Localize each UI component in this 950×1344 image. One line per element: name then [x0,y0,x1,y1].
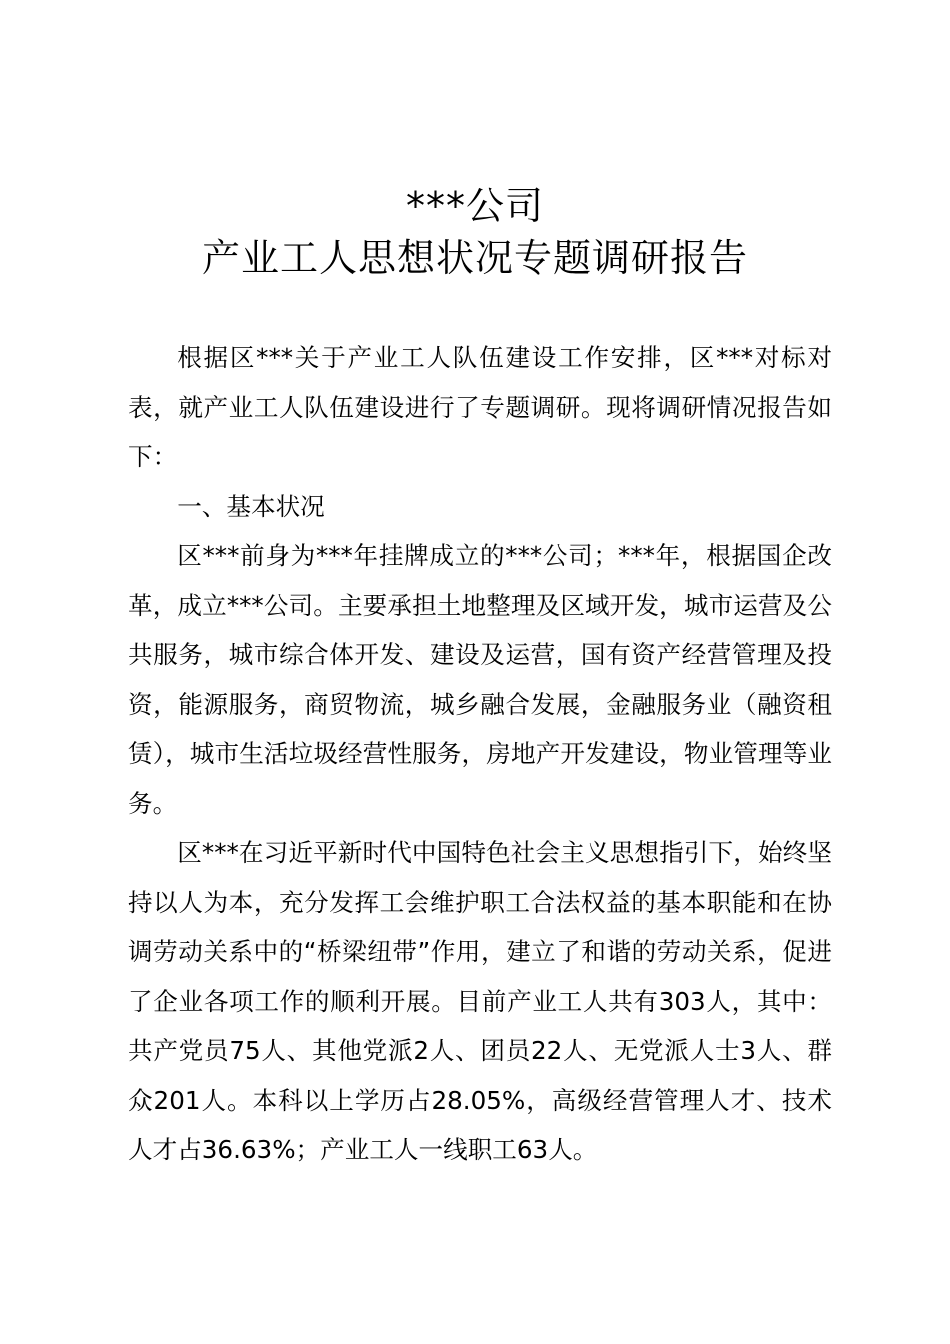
document-title-company: ***公司 [405,184,544,228]
document-title-report: 产业工人思想状况专题调研报告 [201,236,748,280]
company-background-paragraph: 区***前身为***年挂牌成立的***公司；***年，根据国企改革，成立***公司。主要承担土地整理及区域开发，城市运营及公共服务，城市综合体开发、建设及运营，国有资产经营管理及投资，能源服务，商贸物流，城乡融合发展，金融服务业（融资租赁），城市生活垃圾经营性服务，房地产开发建设，物业管理等业务。 [128,541,832,818]
workforce-paragraph: 区***在习近平新时代中国特色社会主义思想指引下，始终坚持以人为本，充分发挥工会维护职工合法权益的基本职能和在协调劳动关系中的“桥梁纽带”作用，建立了和谐的劳动关系，促进了企业各项工作的顺利开展。目前产业工人共有303人，其中：共产党员75人、其他党派2人、团员22人、无党派人士3人、群众201人。本科以上学历占28.05%，高级经营管理人才、技术人才占36.63%；产业工人一线职工63人。 [128,838,832,1164]
intro-paragraph: 根据区***关于产业工人队伍建设工作安排，区***对标对表，就产业工人队伍建设进行了专题调研。现将调研情况报告如下： [128,343,832,471]
section-heading-basic-status: 一、基本状况 [177,492,325,521]
